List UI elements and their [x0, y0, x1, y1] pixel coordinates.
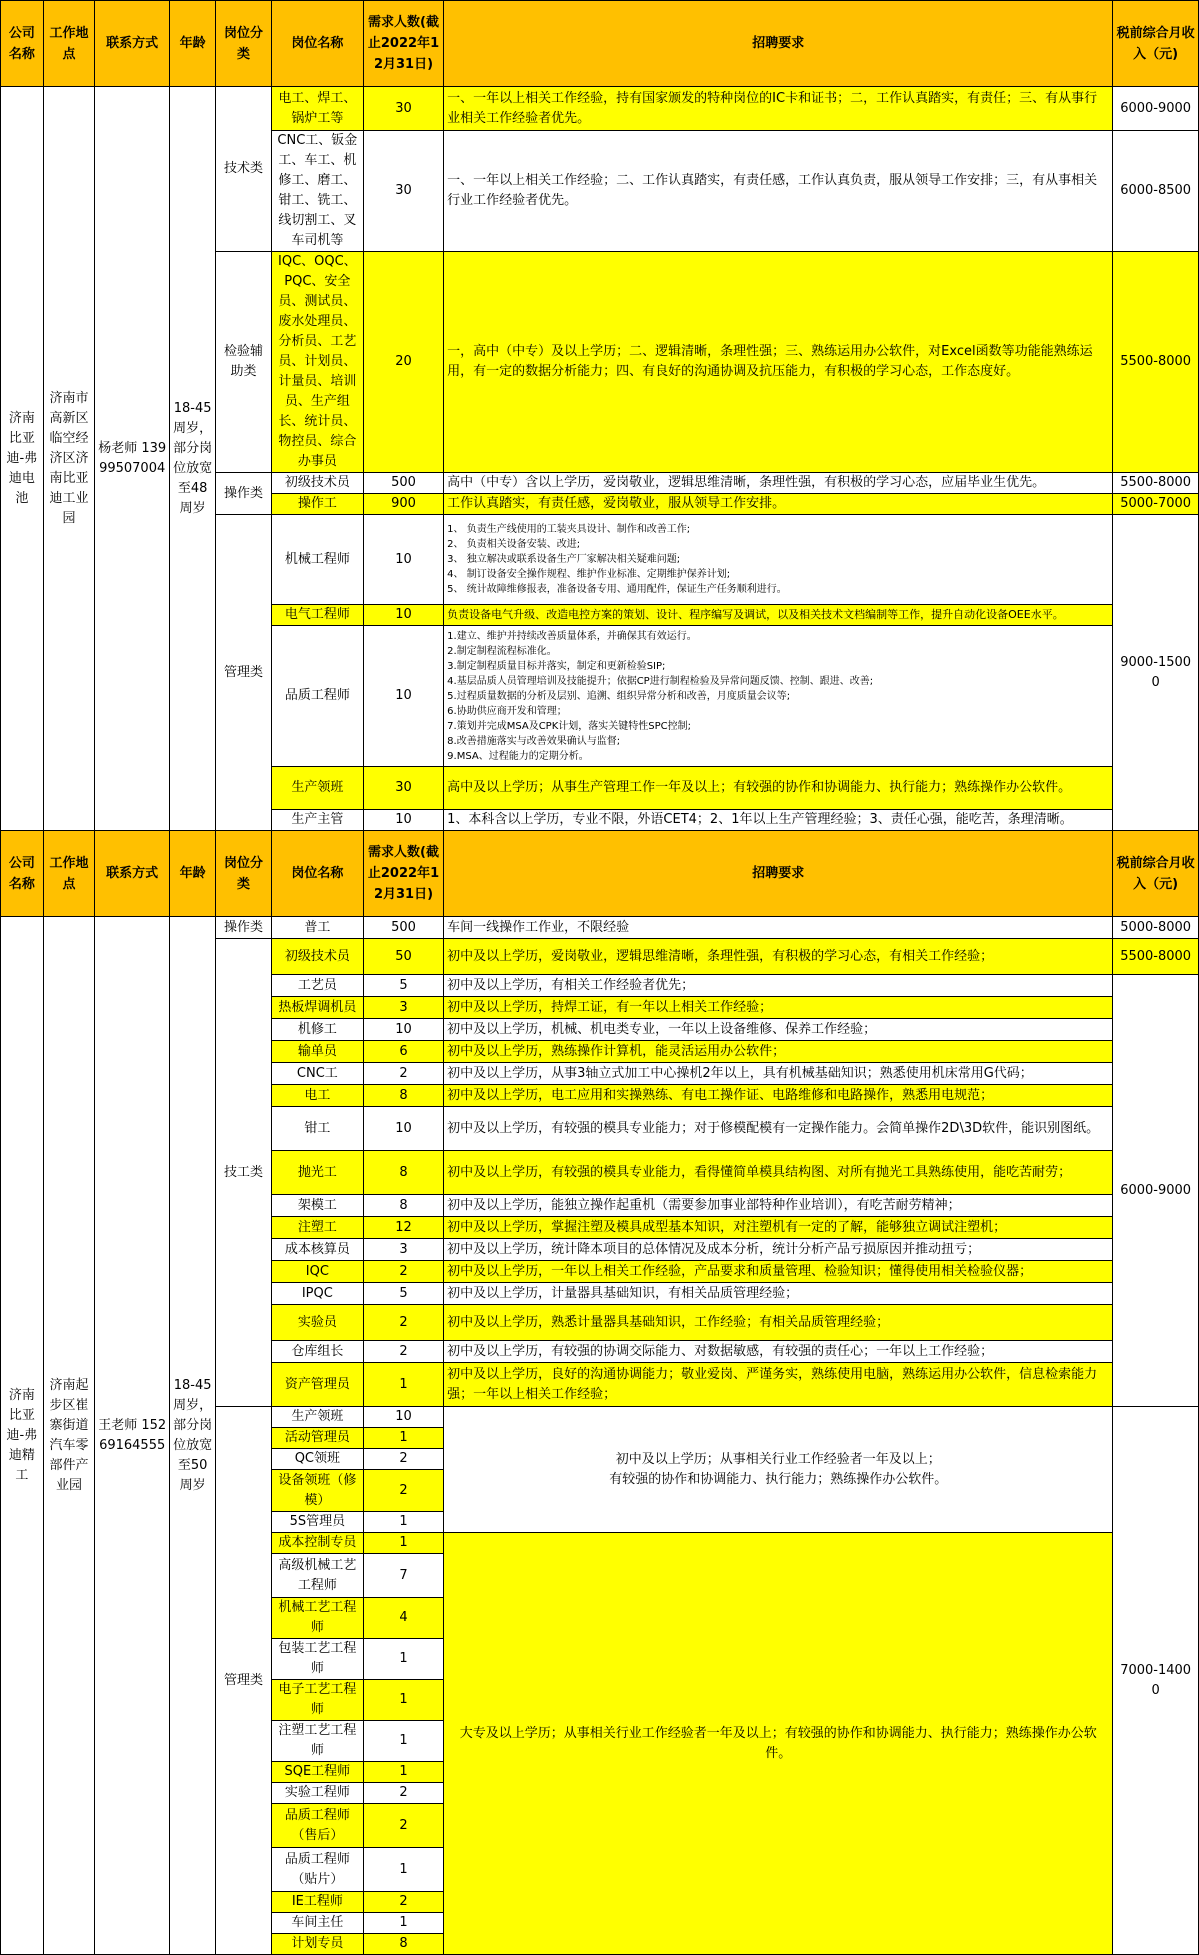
requirements: 初中及以上学历，一年以上相关工作经验，产品要求和质量管理、检验知识；懂得使用相关检验仪器； [444, 1261, 1113, 1283]
position: IQC、OQC、PQC、安全员、测试员、废水处理员、分析员、工艺员、计划员、计量员、培训员、生产组长、统计员、物控员、综合办事员 [271, 252, 363, 473]
work-location: 济南起步区崔寨街道汽车零部件产业园 [43, 917, 94, 1955]
headcount: 1 [363, 1680, 443, 1721]
col-company: 公司名称 [1, 831, 44, 917]
contact-info: 王老师 15269164555 [95, 917, 170, 1955]
position: 设备领班（修模） [271, 1470, 363, 1512]
position: 钳工 [271, 1107, 363, 1151]
category: 技术类 [216, 87, 272, 252]
position: 电工、焊工、锅炉工等 [271, 87, 363, 131]
position: 车间主任 [271, 1913, 363, 1934]
requirements [444, 1407, 1113, 1533]
requirements: 大专及以上学历；从事相关行业工作经验者一年及以上；有较强的协作和协调能力、执行能力；熟练操作办公软件。 [444, 1533, 1113, 1955]
position: QC领班 [271, 1449, 363, 1470]
position: 初级技术员 [271, 473, 363, 494]
requirements: 初中及以上学历，熟悉计量器具基础知识，工作经验；有相关品质管理经验； [444, 1305, 1113, 1341]
col-salary: 税前综合月收入（元) [1113, 1, 1199, 87]
position: 机械工程师 [271, 515, 363, 605]
headcount: 10 [363, 605, 443, 626]
requirements: 车间一线操作工作业，不限经验 [444, 917, 1113, 939]
position: 资产管理员 [271, 1363, 363, 1407]
position: 注塑工艺工程师 [271, 1721, 363, 1762]
headcount: 2 [363, 1063, 443, 1085]
headcount: 2 [363, 1261, 443, 1283]
req-line: 2、 负责相关设备安装、改进; [447, 539, 581, 550]
col-contact: 联系方式 [95, 831, 170, 917]
col-location: 工作地点 [43, 831, 94, 917]
position: 抛光工 [271, 1151, 363, 1195]
req-line: 3、 独立解决或联系设备生产厂家解决相关疑难问题; [447, 554, 681, 565]
req-line: 有较强的协作和协调能力、执行能力；熟练操作办公软件。 [609, 1471, 948, 1487]
position: 5S管理员 [271, 1512, 363, 1533]
requirements: 初中及以上学历，有相关工作经验者优先； [444, 975, 1113, 997]
requirements: 高中及以上学历；从事生产管理工作一年及以上；有较强的协作和协调能力、执行能力；熟练操作办公软件。 [444, 767, 1113, 810]
salary: 5500-8000 [1113, 939, 1199, 975]
position: 成本核算员 [271, 1239, 363, 1261]
salary: 5500-8000 [1113, 252, 1199, 473]
headcount: 1 [363, 1762, 443, 1783]
position: 电子工艺工程师 [271, 1680, 363, 1721]
headcount: 2 [363, 1804, 443, 1848]
headcount: 500 [363, 473, 443, 494]
position: IE工程师 [271, 1892, 363, 1913]
headcount: 1 [363, 1428, 443, 1449]
headcount: 1 [363, 1848, 443, 1892]
headcount: 1 [363, 1363, 443, 1407]
age-range: 18-45周岁，部分岗位放宽至50周岁 [170, 917, 216, 1955]
position: 初级技术员 [271, 939, 363, 975]
position: 工艺员 [271, 975, 363, 997]
salary: 5000-7000 [1113, 494, 1199, 515]
requirements: 初中及以上学历，掌握注塑及模具成型基本知识，对注塑机有一定的了解，能够独立调试注塑机； [444, 1217, 1113, 1239]
category: 管理类 [216, 1407, 272, 1955]
requirements: 初中及以上学历，能独立操作起重机（需要参加事业部特种作业培训），有吃苦耐劳精神； [444, 1195, 1113, 1217]
requirements: 一、一年以上相关工作经验；二、工作认真踏实，有责任感，工作认真负责，服从领导工作安排；三，有从事相关行业工作经验者优先。 [444, 131, 1113, 252]
salary: 5500-8000 [1113, 473, 1199, 494]
position: IQC [271, 1261, 363, 1283]
headcount: 10 [363, 1019, 443, 1041]
req-line: 1、 负责生产线使用的工装夹具设计、制作和改善工作; [447, 524, 691, 535]
headcount: 1 [363, 1639, 443, 1680]
headcount: 6 [363, 1041, 443, 1063]
headcount: 10 [363, 515, 443, 605]
position: 高级机械工艺工程师 [271, 1554, 363, 1598]
position: 机械工艺工程师 [271, 1598, 363, 1639]
requirements: 一，高中（中专）及以上学历；二、逻辑清晰，条理性强；三、熟练运用办公软件，对Excel函数等功能能熟练运用，有一定的数据分析能力；四、有良好的沟通协调及抗压能力，有积极的学习心态，工作态度好。 [444, 252, 1113, 473]
headcount: 2 [363, 1449, 443, 1470]
requirements: 初中及以上学历，电工应用和实操熟练、有电工操作证、电路维修和电路操作，熟悉用电规范； [444, 1085, 1113, 1107]
position: 生产领班 [271, 767, 363, 810]
requirements: 负责设备电气升级、改造电控方案的策划、设计、程序编写及调试，以及相关技术文档编制等工作，提升自动化设备OEE水平。 [444, 605, 1113, 626]
requirements: 初中及以上学历，有较强的协调交际能力、对数据敏感，有较强的责任心；一年以上工作经验； [444, 1341, 1113, 1363]
headcount: 2 [363, 1783, 443, 1804]
headcount: 1 [363, 1913, 443, 1934]
position: 注塑工 [271, 1217, 363, 1239]
col-position: 岗位名称 [271, 1, 363, 87]
position: 生产主管 [271, 810, 363, 831]
headcount: 2 [363, 1305, 443, 1341]
category: 检验辅助类 [216, 252, 272, 473]
headcount: 5 [363, 1283, 443, 1305]
col-company: 公司名称 [1, 1, 44, 87]
requirements: 1、本科含以上学历，专业不限，外语CET4；2、1年以上生产管理经验；3、责任心强，能吃苦，条理清晰。 [444, 810, 1113, 831]
position: 活动管理员 [271, 1428, 363, 1449]
req-line: 2.制定制程流程标准化。 [447, 645, 557, 657]
salary: 6000-8500 [1113, 131, 1199, 252]
req-line: 7.策划并完成MSA及CPK计划，落实关键特性SPC控制; [447, 720, 691, 732]
requirements: 初中及以上学历，良好的沟通协调能力；敬业爱岗、严谨务实，熟练使用电脑，熟练运用办公软件，信息检索能力强；一年以上相关工作经验； [444, 1363, 1113, 1407]
age-range: 18-45周岁，部分岗位放宽至48周岁 [170, 87, 216, 831]
category: 操作类 [216, 473, 272, 515]
position: 架模工 [271, 1195, 363, 1217]
col-category: 岗位分类 [216, 831, 272, 917]
contact-info: 杨老师 13999507004 [95, 87, 170, 831]
table-row [1, 917, 1199, 939]
headcount: 1 [363, 1533, 443, 1554]
headcount: 4 [363, 1598, 443, 1639]
position: 热板焊调机员 [271, 997, 363, 1019]
requirements [444, 515, 1113, 605]
req-line: 8.改善措施落实与改善效果确认与监督; [447, 735, 621, 747]
col-category: 岗位分类 [216, 1, 272, 87]
requirements: 初中及以上学历，熟练操作计算机，能灵活运用办公软件； [444, 1041, 1113, 1063]
position: 普工 [271, 917, 363, 939]
headcount: 1 [363, 1512, 443, 1533]
position: 品质工程师 [271, 626, 363, 767]
req-line: 4、 制订设备安全操作规程、维护作业标准、定期维护保养计划; [447, 569, 731, 580]
col-requirements: 招聘要求 [444, 831, 1113, 917]
position: 计划专员 [271, 1934, 363, 1955]
salary: 6000-9000 [1113, 975, 1199, 1407]
position: 品质工程师（贴片） [271, 1848, 363, 1892]
position: 品质工程师（售后） [271, 1804, 363, 1848]
headcount: 30 [363, 87, 443, 131]
headcount: 10 [363, 810, 443, 831]
headcount: 2 [363, 1341, 443, 1363]
requirements: 工作认真踏实，有责任感，爱岗敬业，服从领导工作安排。 [444, 494, 1113, 515]
requirements: 初中及以上学历，机械、机电类专业，一年以上设备维修、保养工作经验； [444, 1019, 1113, 1041]
requirements: 高中（中专）含以上学历，爱岗敬业，逻辑思维清晰，条理性强，有积极的学习心态，应届毕业生优先。 [444, 473, 1113, 494]
position: 成本控制专员 [271, 1533, 363, 1554]
category: 管理类 [216, 515, 272, 831]
position: CNC工、钣金工、车工、机修工、磨工、钳工、铣工、线切割工、叉车司机等 [271, 131, 363, 252]
position: SQE工程师 [271, 1762, 363, 1783]
position: 电气工程师 [271, 605, 363, 626]
position: 包装工艺工程师 [271, 1639, 363, 1680]
salary: 5000-8000 [1113, 917, 1199, 939]
req-line: 5、 统计故障维修报表，准备设备专用、通用配件，保证生产任务顺利进行。 [447, 584, 787, 595]
requirements [444, 626, 1113, 767]
position: 实验员 [271, 1305, 363, 1341]
col-location: 工作地点 [43, 1, 94, 87]
position: 仓库组长 [271, 1341, 363, 1363]
headcount: 1 [363, 1721, 443, 1762]
salary: 9000-15000 [1113, 515, 1199, 831]
position: 输单员 [271, 1041, 363, 1063]
position: 生产领班 [271, 1407, 363, 1428]
col-position: 岗位名称 [271, 831, 363, 917]
position: 操作工 [271, 494, 363, 515]
col-requirements: 招聘要求 [444, 1, 1113, 87]
req-line: 1.建立、维护并持续改善质量体系，并确保其有效运行。 [447, 630, 697, 642]
col-headcount: 需求人数(截止2022年12月31日) [363, 1, 443, 87]
table-row [1, 87, 1199, 131]
req-line: 9.MSA、过程能力的定期分析。 [447, 750, 589, 762]
requirements: 初中及以上学历，有较强的模具专业能力，看得懂简单模具结构图、对所有抛光工具熟练使用，能吃苦耐劳； [444, 1151, 1113, 1195]
requirements: 初中及以上学历，持焊工证，有一年以上相关工作经验； [444, 997, 1113, 1019]
requirements: 初中及以上学历，有较强的模具专业能力；对于修模配模有一定操作能力。会简单操作2D\3D软件，能识别图纸。 [444, 1107, 1113, 1151]
category: 技工类 [216, 939, 272, 1407]
headcount: 3 [363, 997, 443, 1019]
headcount: 7 [363, 1554, 443, 1598]
position: CNC工 [271, 1063, 363, 1085]
company-name: 济南比亚迪-弗迪精工 [1, 917, 44, 1955]
headcount: 8 [363, 1195, 443, 1217]
headcount: 8 [363, 1934, 443, 1955]
headcount: 30 [363, 767, 443, 810]
col-contact: 联系方式 [95, 1, 170, 87]
headcount: 30 [363, 131, 443, 252]
req-line: 6.协助供应商开发和管理； [447, 705, 567, 717]
col-age: 年龄 [170, 831, 216, 917]
position: 机修工 [271, 1019, 363, 1041]
header-row [1, 1, 1199, 87]
col-headcount: 需求人数(截止2022年12月31日) [363, 831, 443, 917]
work-location: 济南市高新区临空经济区济南比亚迪工业园 [43, 87, 94, 831]
headcount: 900 [363, 494, 443, 515]
requirements: 一、一年以上相关工作经验，持有国家颁发的特种岗位的IC卡和证书；二，工作认真踏实，有责任；三、有从事行业相关工作经验者优先。 [444, 87, 1113, 131]
position: 实验工程师 [271, 1783, 363, 1804]
headcount: 2 [363, 1892, 443, 1913]
headcount: 10 [363, 1407, 443, 1428]
headcount: 10 [363, 626, 443, 767]
position: 电工 [271, 1085, 363, 1107]
req-line: 4.基层品质人员管理培训及技能提升；依据CP进行制程检验及异常问题反馈、控制、跟进、改善; [447, 675, 874, 687]
salary: 7000-14000 [1113, 1407, 1199, 1955]
company-name: 济南比亚迪-弗迪电池 [1, 87, 44, 831]
headcount: 500 [363, 917, 443, 939]
salary: 6000-9000 [1113, 87, 1199, 131]
headcount: 8 [363, 1085, 443, 1107]
headcount: 12 [363, 1217, 443, 1239]
col-salary: 税前综合月收入（元) [1113, 831, 1199, 917]
requirements: 初中及以上学历，从事3轴立式加工中心操机2年以上，具有机械基础知识；熟悉使用机床常用G代码； [444, 1063, 1113, 1085]
req-line: 初中及以上学历；从事相关行业工作经验者一年及以上； [615, 1451, 941, 1467]
requirements: 初中及以上学历，统计降本项目的总体情况及成本分析，统计分析产品亏损原因并推动扭亏； [444, 1239, 1113, 1261]
header-row [1, 831, 1199, 917]
headcount: 8 [363, 1151, 443, 1195]
headcount: 5 [363, 975, 443, 997]
col-age: 年龄 [170, 1, 216, 87]
position: IPQC [271, 1283, 363, 1305]
headcount: 3 [363, 1239, 443, 1261]
headcount: 10 [363, 1107, 443, 1151]
headcount: 20 [363, 252, 443, 473]
req-line: 5.过程质量数据的分析及层别、追溯、组织异常分析和改善，月度质量会议等; [447, 690, 791, 702]
req-line: 3.制定制程质量目标并落实，制定和更新检验SIP; [447, 660, 666, 672]
headcount: 50 [363, 939, 443, 975]
headcount: 2 [363, 1470, 443, 1512]
requirements: 初中及以上学历，计量器具基础知识，有相关品质管理经验； [444, 1283, 1113, 1305]
requirements: 初中及以上学历，爱岗敬业，逻辑思维清晰，条理性强，有积极的学习心态，有相关工作经验； [444, 939, 1113, 975]
category: 操作类 [216, 917, 272, 939]
